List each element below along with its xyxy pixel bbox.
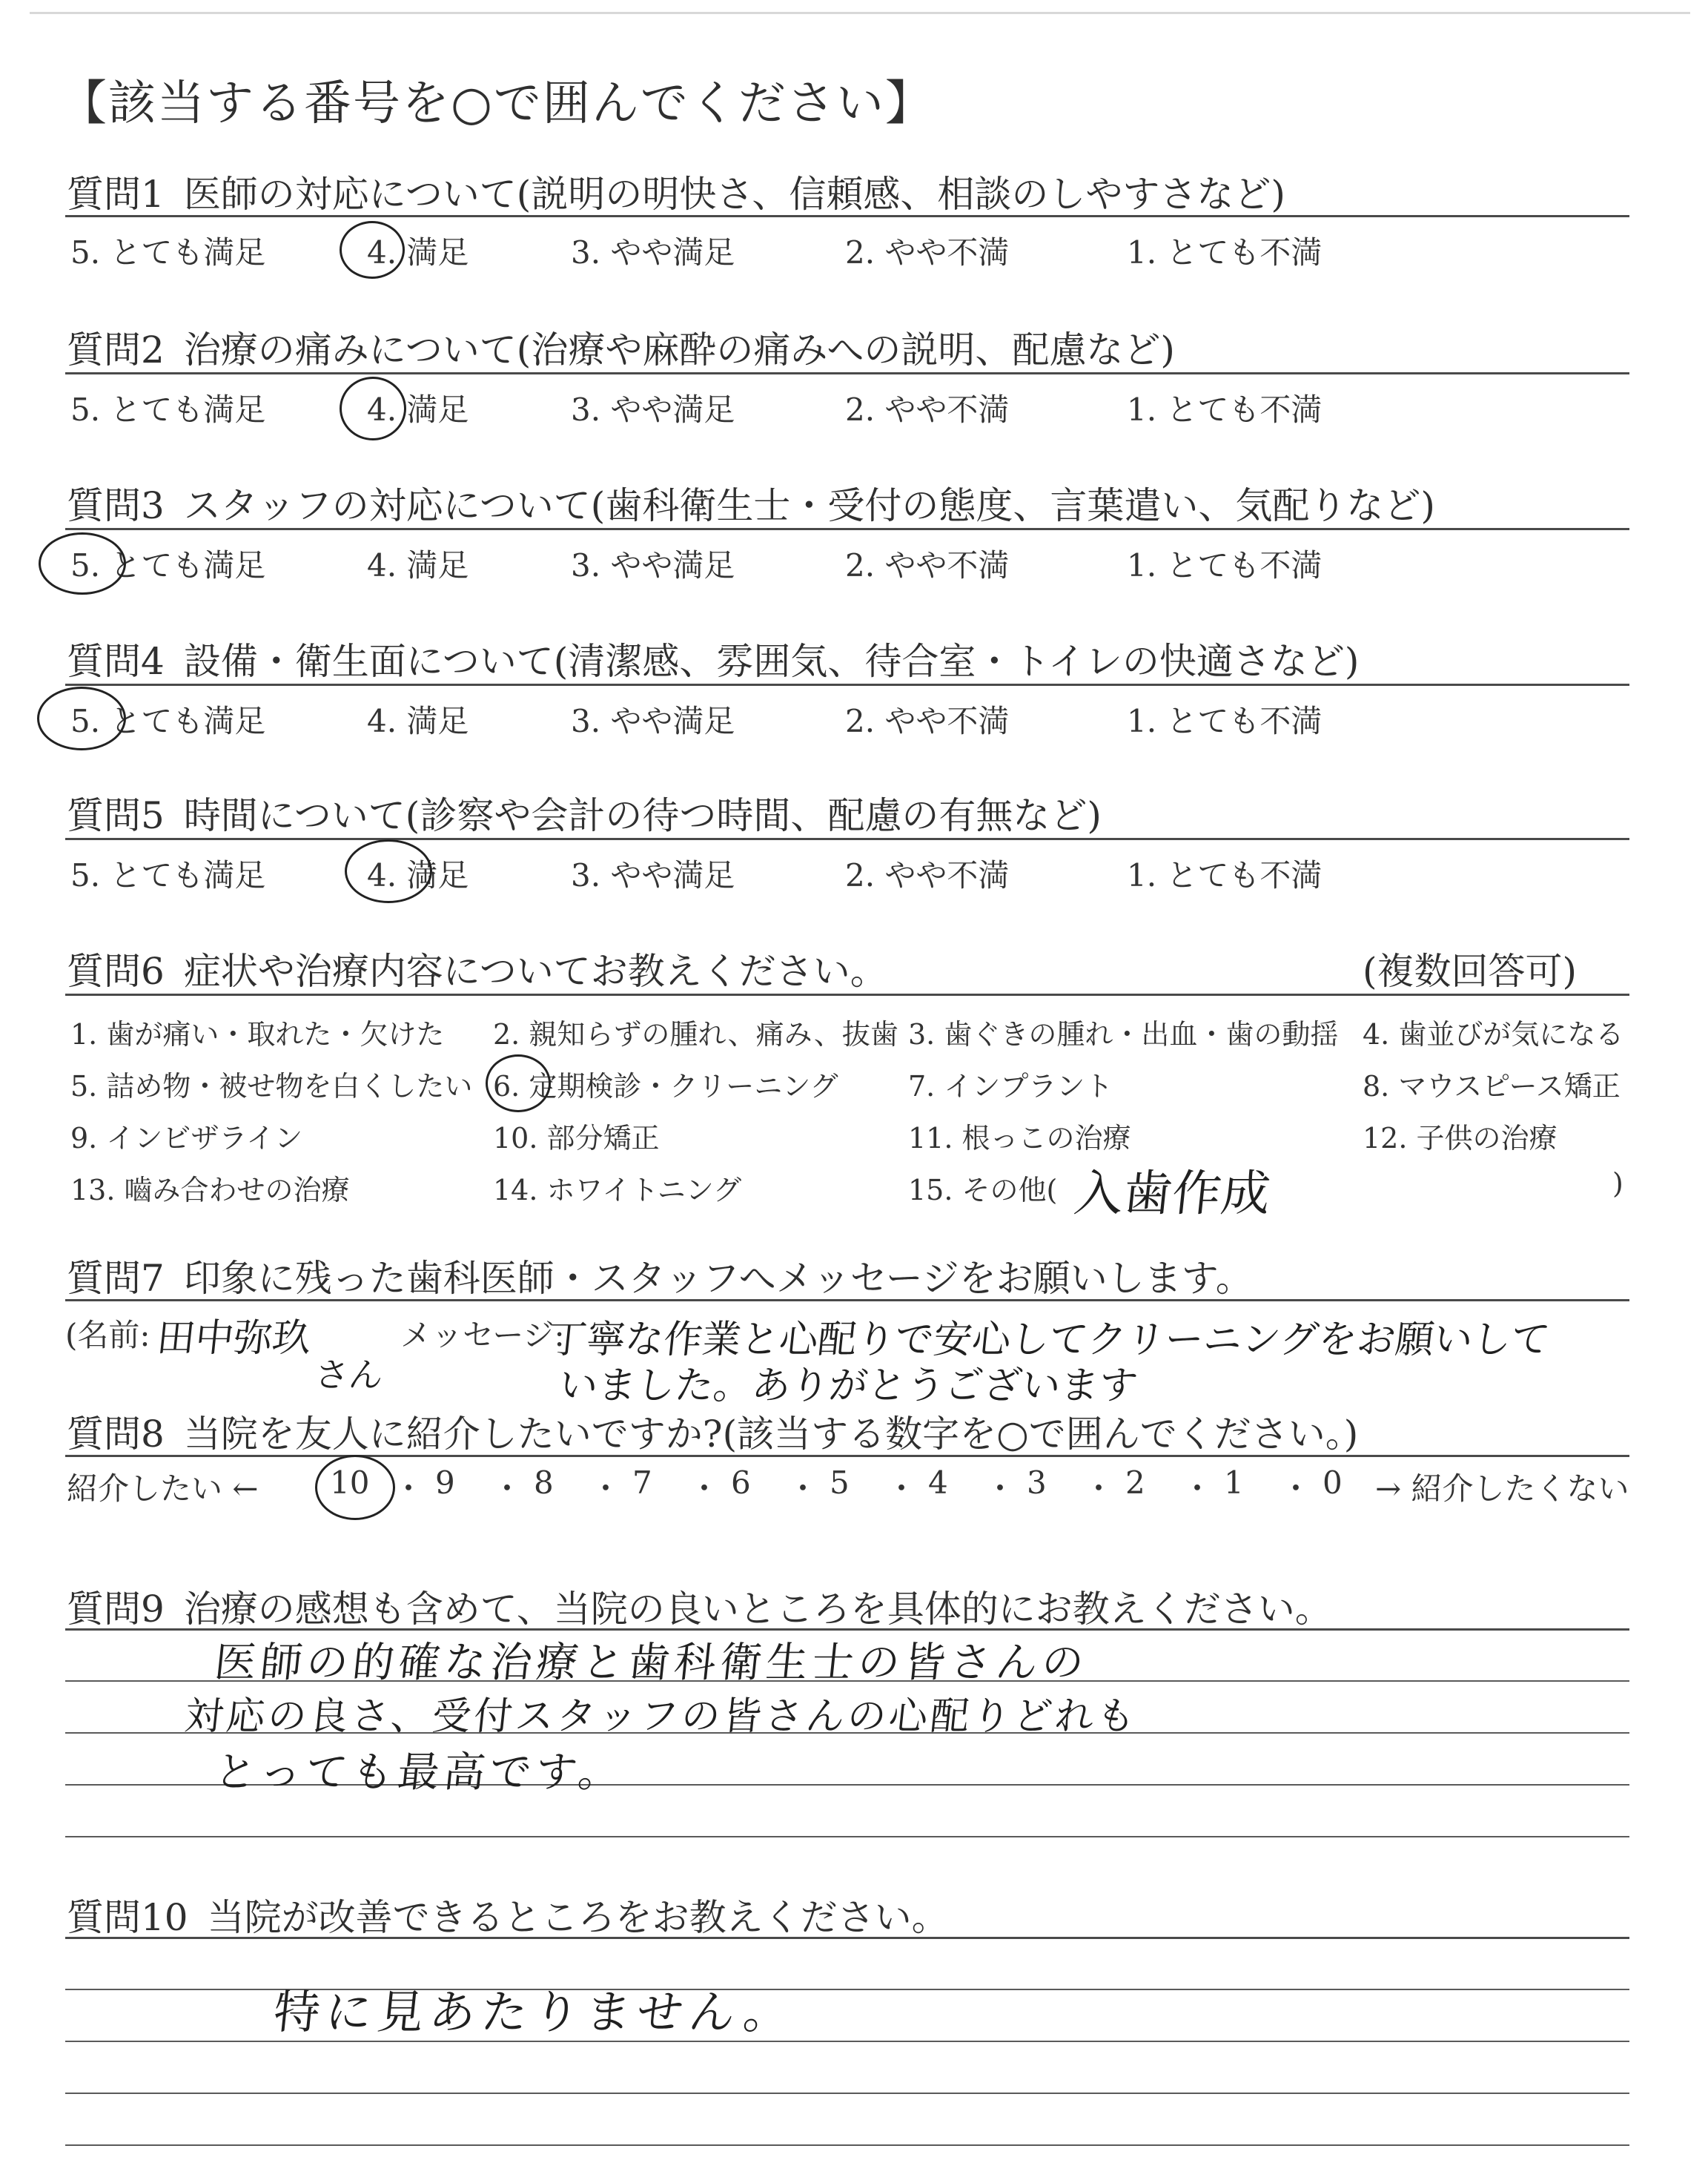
question-2-heading: 質問2 治療の痛みについて(治療や麻酔の痛みへの説明、配慮など) (67, 328, 1175, 371)
q8-scale-9[interactable]: 9 (435, 1464, 455, 1501)
q6-option-7[interactable]: 7. インプラント (908, 1070, 1113, 1103)
question-rule (65, 215, 1629, 217)
question-rule (65, 994, 1629, 996)
q9-answer-line-2: 対応の良さ、受付スタッフの皆さんの心配りどれも (182, 1694, 1141, 1739)
question-rule (65, 1299, 1629, 1301)
q6-option-11[interactable]: 11. 根っこの治療 (908, 1122, 1131, 1155)
q8-selection-circle (315, 1455, 395, 1520)
q8-scale-6[interactable]: 6 (731, 1464, 751, 1501)
q6-option-3[interactable]: 3. 歯ぐきの腫れ・出血・歯の動揺 (908, 1018, 1339, 1051)
question-4-heading: 質問4 設備・衛生面について(清潔感、雰囲気、待合室・トイレの快適さなど) (67, 640, 1360, 683)
q8-scale-dot: ・ (689, 1470, 721, 1507)
q6-option-10[interactable]: 10. 部分矯正 (493, 1122, 660, 1155)
q3-option-4[interactable]: 4. 満足 (367, 547, 469, 584)
q6-option-14[interactable]: 14. ホワイトニング (493, 1174, 742, 1206)
question-6-heading: 質問6 症状や治療内容についてお教えください。 (67, 950, 887, 993)
q7-message-label: メッセージ: (400, 1317, 565, 1353)
q5-option-4[interactable]: 4. 満足 (367, 857, 469, 894)
q8-scale-dot: ・ (886, 1470, 918, 1507)
q5-option-2[interactable]: 2. やや不満 (845, 857, 1010, 894)
q2-option-4[interactable]: 4. 満足 (367, 392, 469, 428)
q8-scale-3[interactable]: 3 (1027, 1464, 1047, 1501)
q7-name-handwritten: 田中弥玖 (154, 1316, 314, 1361)
q8-scale-0[interactable]: 0 (1323, 1464, 1343, 1501)
q6-option-6[interactable]: 6. 定期検診・クリーニング (493, 1070, 838, 1103)
question-10-heading: 質問10 当院が改善できるところをお教えください。 (67, 1896, 949, 1939)
answer-line (65, 1836, 1629, 1837)
q8-scale-dot: ・ (491, 1470, 523, 1507)
q8-scale-1[interactable]: 1 (1224, 1464, 1244, 1501)
q2-option-5[interactable]: 5. とても満足 (70, 392, 266, 428)
question-rule (65, 1455, 1629, 1457)
q8-scale-dot: ・ (393, 1470, 425, 1507)
q6-option-4[interactable]: 4. 歯並びが気になる (1363, 1018, 1624, 1051)
q8-scale-8[interactable]: 8 (534, 1464, 554, 1501)
q1-option-5[interactable]: 5. とても満足 (70, 234, 266, 271)
q5-selection-circle (345, 839, 432, 903)
q8-scale-10[interactable]: 10 (330, 1464, 370, 1501)
q3-selection-circle (39, 532, 126, 595)
q8-scale-dot: ・ (1083, 1470, 1115, 1507)
q8-scale-4[interactable]: 4 (928, 1464, 948, 1501)
answer-line (65, 2144, 1629, 2146)
q4-option-2[interactable]: 2. やや不満 (845, 703, 1010, 739)
q2-selection-circle (340, 377, 406, 440)
q6-option-13[interactable]: 13. 嚙み合わせの治療 (70, 1174, 350, 1206)
q6-option-8[interactable]: 8. マウスピース矯正 (1363, 1070, 1621, 1103)
q5-option-1[interactable]: 1. とても不満 (1127, 857, 1323, 894)
q6-multiple-answer-note: (複数回答可) (1363, 950, 1578, 993)
q1-selection-circle (340, 221, 405, 279)
q6-option-1[interactable]: 1. 歯が痛い・取れた・欠けた (70, 1018, 445, 1051)
q7-name-suffix-handwritten: さん (312, 1355, 385, 1395)
q1-option-3[interactable]: 3. やや満足 (571, 234, 735, 271)
q1-option-4[interactable]: 4. 満足 (367, 234, 469, 271)
q4-option-5[interactable]: 5. とても満足 (70, 703, 266, 739)
question-8-heading: 質問8 当院を友人に紹介したいですか?(該当する数字を○で囲んでください。) (67, 1413, 1359, 1456)
q3-option-5[interactable]: 5. とても満足 (70, 547, 266, 584)
q6-option-9[interactable]: 9. インビザライン (70, 1122, 303, 1155)
q8-left-label: 紹介したい ← (67, 1470, 259, 1507)
question-rule (65, 528, 1629, 530)
q6-option-2[interactable]: 2. 親知らずの腫れ、痛み、抜歯 (493, 1018, 898, 1051)
q1-option-1[interactable]: 1. とても不満 (1127, 234, 1323, 271)
q8-scale-dot: ・ (787, 1470, 819, 1507)
q6-option-12[interactable]: 12. 子供の治療 (1363, 1122, 1558, 1155)
q4-option-1[interactable]: 1. とても不満 (1127, 703, 1323, 739)
question-rule (65, 684, 1629, 686)
q8-scale-dot: ・ (1280, 1470, 1312, 1507)
q1-option-2[interactable]: 2. やや不満 (845, 234, 1010, 271)
q4-option-3[interactable]: 3. やや満足 (571, 703, 735, 739)
q7-message-handwritten-2: いました。ありがとうございます (557, 1364, 1140, 1408)
answer-line (65, 2093, 1629, 2094)
q7-name-label: (名前: (65, 1317, 150, 1353)
q8-scale-2[interactable]: 2 (1125, 1464, 1145, 1501)
q2-option-2[interactable]: 2. やや不満 (845, 392, 1010, 428)
q3-option-3[interactable]: 3. やや満足 (571, 547, 735, 584)
question-rule (65, 372, 1629, 374)
q3-option-2[interactable]: 2. やや不満 (845, 547, 1010, 584)
q8-right-label: → 紹介したくない (1375, 1470, 1629, 1507)
q4-selection-circle (37, 687, 126, 750)
q2-option-3[interactable]: 3. やや満足 (571, 392, 735, 428)
q6-option-15[interactable]: 15. その他( (908, 1174, 1058, 1206)
q6-selection-circle (486, 1054, 551, 1112)
q5-option-3[interactable]: 3. やや満足 (571, 857, 735, 894)
q4-option-4[interactable]: 4. 満足 (367, 703, 469, 739)
q3-option-1[interactable]: 1. とても不満 (1127, 547, 1323, 584)
question-1-heading: 質問1 医師の対応について(説明の明快さ、信頼感、相談のしやすさなど) (67, 173, 1285, 216)
q9-answer-line-3: とっても最高です。 (212, 1748, 627, 1797)
scan-edge (30, 12, 1690, 14)
question-rule (65, 1937, 1629, 1939)
q7-message-handwritten-1: 丁寧な作業と心配りで安心してクリーニングをお願いして (546, 1318, 1552, 1362)
question-5-heading: 質問5 時間について(診察や会計の待つ時間、配慮の有無など) (67, 794, 1102, 837)
q10-answer-line-1: 特に見あたりません。 (271, 1985, 799, 2039)
q6-option-5[interactable]: 5. 詰め物・被せ物を白くしたい (70, 1070, 473, 1103)
q6-other-handwritten: 入歯作成 (1071, 1165, 1274, 1222)
q5-option-5[interactable]: 5. とても満足 (70, 857, 266, 894)
q8-scale-5[interactable]: 5 (830, 1464, 850, 1501)
question-7-heading: 質問7 印象に残った歯科医師・スタッフへメッセージをお願いします。 (67, 1257, 1253, 1300)
q2-option-1[interactable]: 1. とても不満 (1127, 392, 1323, 428)
q8-scale-dot: ・ (1182, 1470, 1214, 1507)
q9-answer-line-1: 医師の的確な治療と歯科衛生士の皆さんの (212, 1639, 1090, 1687)
question-3-heading: 質問3 スタッフの対応について(歯科衛生士・受付の態度、言葉遣い、気配りなど) (67, 484, 1435, 527)
q8-scale-dot: ・ (590, 1470, 622, 1507)
page-title: 【該当する番号を○で囲んでください】 (59, 76, 934, 131)
q6-other-close-paren: ) (1612, 1167, 1623, 1200)
question-rule (65, 838, 1629, 840)
q8-scale-7[interactable]: 7 (632, 1464, 652, 1501)
q8-scale-dot: ・ (984, 1470, 1016, 1507)
question-9-heading: 質問9 治療の感想も含めて、当院の良いところを具体的にお教えください。 (67, 1588, 1332, 1631)
